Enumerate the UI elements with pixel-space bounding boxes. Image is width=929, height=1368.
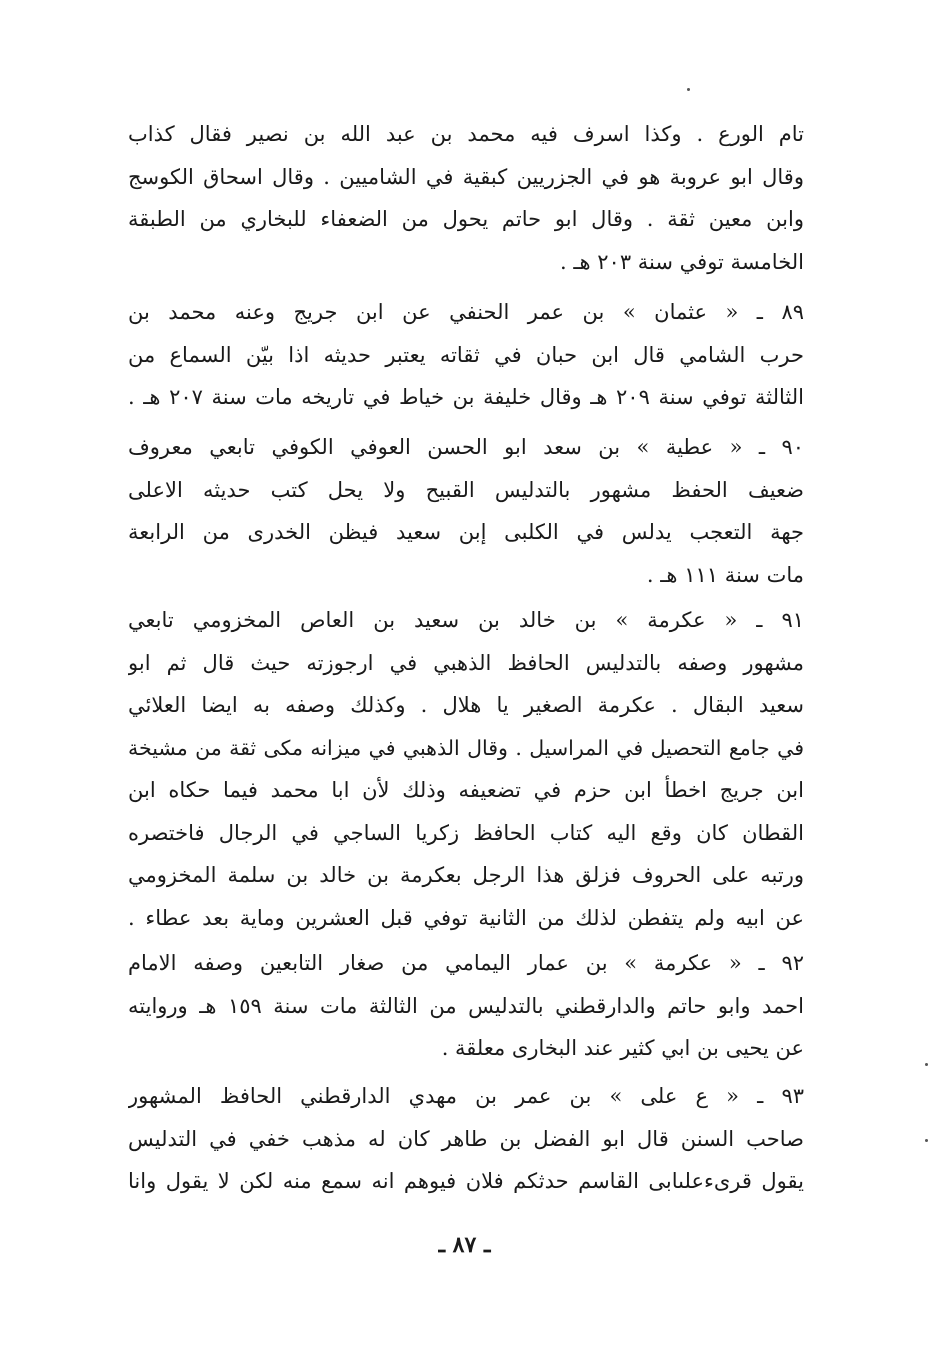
text-line: سعيد البقال . عكرمة الصغير يا هلال . وكذلك وصفه به ايضا العلائي <box>128 693 804 717</box>
text-line: صاحب السنن قال ابو الفضل بن طاهر كان له مذهب خفي في التدليس <box>128 1126 804 1151</box>
text-line: حرب الشامي قال ابن حبان في ثقاته يعتبر حديثه اذا بيّن السماع من <box>128 342 804 367</box>
text-line: ٩٠ ـ « عطية » بن سعد ابو الحسن العوفي الكوفي تابعي معروف <box>128 435 804 459</box>
text-line: مشهور وصفه بالتدليس الحافظ الذهبي في ارجوزته حيث قال ثم ابو <box>128 650 804 675</box>
text-line: ٨٩ ـ « عثمان » بن عمر الحنفي عن ابن جريج وعنه محمد بن <box>128 300 804 324</box>
paragraph-intro <box>128 113 804 283</box>
text-line: ٩٢ ـ « عكرمة » بن عمار اليمامي من صغار التابعين وصفه الامام <box>128 951 804 975</box>
text-line: ٩١ ـ « عكرمة » بن خالد بن سعيد بن العاص المخزومي تابعي <box>128 608 804 632</box>
text-line: عن يحيى بن ابي كثير عند البخارى معلقة . <box>441 1036 804 1060</box>
text-line: الثالثة توفي سنة ٢٠٩ هـ وقال خليفة بن خياط في تاريخه مات سنة ٢٠٧ هـ . <box>128 385 804 409</box>
page-number: ـ ٨٧ ـ <box>438 1232 491 1258</box>
text-line: الخامسة توفي سنة ٢٠٣ هـ . <box>560 249 804 274</box>
text-line: تام الورع . وكذا اسرف فيه محمد بن عبد الله بن نصير فقال كذاب <box>128 122 804 146</box>
text-line: مات سنة ١١١ هـ . <box>646 562 804 587</box>
text-line: ورتبه على الحروف فزلق هذا الرجل بعكرمة بن خالد بن سلمة المخزومي <box>128 863 804 887</box>
text-line: القطان كان وقع اليه كتاب الحافظ زكريا الساجي في الرجال فاختصره <box>128 820 804 845</box>
text-line: وقال ابو عروبة هو في الجزريين كبقية في الشاميين . وقال اسحاق الكوسج <box>128 164 804 189</box>
scan-speck <box>925 1063 928 1066</box>
entry-93 <box>128 1075 804 1203</box>
text-line: عن ابيه ولم يتفطن لذلك من الثانية توفي قبل العشرين وماية بعد عطاء . <box>128 905 804 930</box>
text-line: ضعيف الحفظ مشهور بالتدليس القبيح ولا يحل كتب حديثه الاعلى <box>128 477 804 502</box>
entry-91 <box>128 599 804 939</box>
text-line: جهة التعجب يدلس في الكلبى إبن سعيد فيظن الخدرى من الرابعة <box>128 520 804 544</box>
text-line: احمد وابو حاتم والدارقطني بالتدليس من الثالثة مات سنة ١٥٩ هـ وروايته <box>128 993 804 1018</box>
text-line: ٩٣ ـ « ع على » بن عمر بن مهدي الدارقطني الحافظ المشهور <box>128 1084 804 1108</box>
scan-speck <box>687 88 690 91</box>
text-line: وابن معين ثقة . وقال ابو حاتم يحول من الضعفاء للبخاري من الطبقة <box>128 207 804 231</box>
text-line: يقول قرىءعلىابى القاسم حدثكم فلان فيوهم انه سمع منه لكن لا يقول وانا <box>128 1169 804 1193</box>
entry-90 <box>128 426 804 596</box>
entry-89 <box>128 291 804 419</box>
entry-92 <box>128 942 804 1070</box>
text-line: ابن جريج اخطأ ابن حزم في تضعيفه وذلك لأن ابا محمد فيما حكاه ابن <box>128 778 804 802</box>
scan-speck <box>925 1139 928 1142</box>
text-line: في جامع التحصيل في المراسيل . وقال الذهبي في ميزانه مكى ثقة من مشيخة <box>128 735 804 760</box>
